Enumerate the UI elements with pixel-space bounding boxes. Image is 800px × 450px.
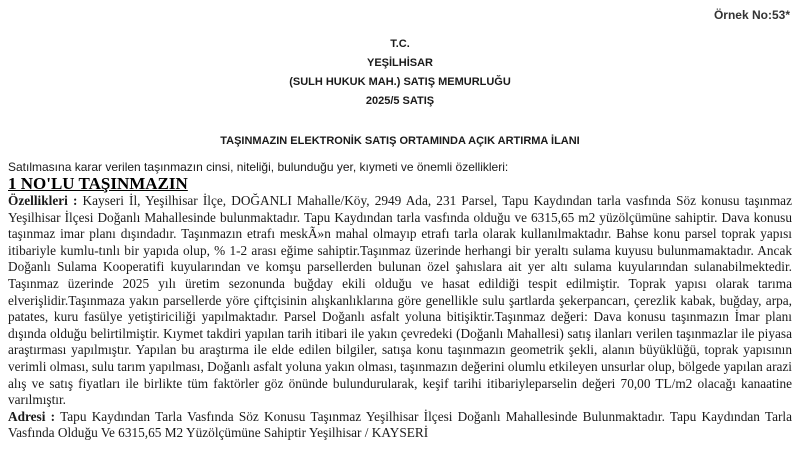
features-paragraph (8, 193, 792, 409)
address-paragraph (8, 409, 792, 442)
intro-text: Satılmasına karar verilen taşınmazın cinsi, niteliği, bulunduğu yer, kıymeti ve önemli özellikleri: (8, 160, 509, 174)
document-header (0, 35, 800, 111)
header-tc: T.C. (390, 38, 410, 50)
header-office: (SULH HUKUK MAH.) SATIŞ MEMURLUĞU (289, 76, 511, 88)
section-heading: 1 NO'LU TAŞINMAZIN (8, 174, 188, 193)
property-description (8, 193, 792, 442)
address-label: Adresi : (8, 408, 56, 424)
header-district: YEŞİLHİSAR (366, 57, 433, 69)
features-text: Kayseri İl, Yeşilhisar İlçe, DOĞANLI Mahalle/Köy, 2949 Ada, 231 Parsel, Tapu Kaydından tarla vasfında Söz konusu taşınmaz Yeşilhisar İlçesi Doğanlı Mahallesinde bulunmaktadır. Tapu Kaydından tarla vasfında olduğu ve 6315,65 m2 yüzölçümüne sahiptir. Dava konusu taşınmaz imar planı dışındadır. Taşınmazın etrafı meskÃ»n mahal olmayıp etrafı tarla olarak kullanılmaktadır. Bahse konu parsel toprak yapısı itibariyle kumlu-tınlı bir yapıda olup, % 1-2 arası eğime sahiptir.Taşınmaz üzerinde herhangi bir yeraltı sulama kuyusu bulunmamaktadır. Ancak Doğanlı Sulama Kooperatifi kuyularından ve komşu parsellerden bulunan özel şahıslara ait yer altı sulama kuyularından sulanabilmektedir. Taşınmaz üzerinde 2025 yılı üretim sezonunda buğday ekili olduğu ve hasat edildiği tespit edilmiştir. Toprak yapısı olarak tarıma elverişlidir.Taşınmaza yakın parsellerde yöre çiftçisinin alışkanlıklarına göre genellikle sulu şartlarda şekerpancarı, çerezlik kabak, buğday, arpa, patates, kuru fasülye yetiştiriciliği yapılmaktadır. Parsel Doğanlı asfalt yoluna bitişiktir.Taşınmaz değeri: Dava konusu taşınmazın İmar planı dışında olduğu belirtilmiştir. Kıymet takdiri yapılan tarih itibari ile yakın çevredeki (Doğanlı Mahallesi) satış ilanları verilen taşınmazlar ile piyasa araştırması yapılmıştır. Yapılan bu araştırma ile elde edilen bilgiler, satışa konu taşınmazın geometrik şekli, alanın büyüklüğü, toprak yapısının verimli olması, sulu tarım yapılması, Doğanlı asfalt yoluna yakın olması, taşınmazın değerini olumlu etkileyen unsurlar olup, bölgede yapılan arazi alış ve satış fiyatları ile birlikte tüm faktörler göz önünde bulundurularak, keşif tarihi itibariyleparselin değeri 70,00 TL/m2 olacağı kanaatine varılmıştır. (8, 193, 792, 408)
address-text: Tapu Kaydından Tarla Vasfında Söz Konusu Taşınmaz Yeşilhisar İlçesi Doğanlı Mahallesinde Bulunmaktadır. Tapu Kaydından Tarla Vasfında Olduğu Ve 6315,65 M2 Yüzölçümüne Sahiptir Yeşilhisar / KAYSERİ (8, 408, 792, 441)
form-number: Örnek No:53* (713, 8, 790, 22)
header-file-number: 2025/5 SATIŞ (365, 95, 435, 107)
notice-title: TAŞINMAZIN ELEKTRONİK SATIŞ ORTAMINDA AÇIK ARTIRMA İLANI (220, 135, 580, 147)
features-label: Özellikleri : (8, 193, 78, 208)
